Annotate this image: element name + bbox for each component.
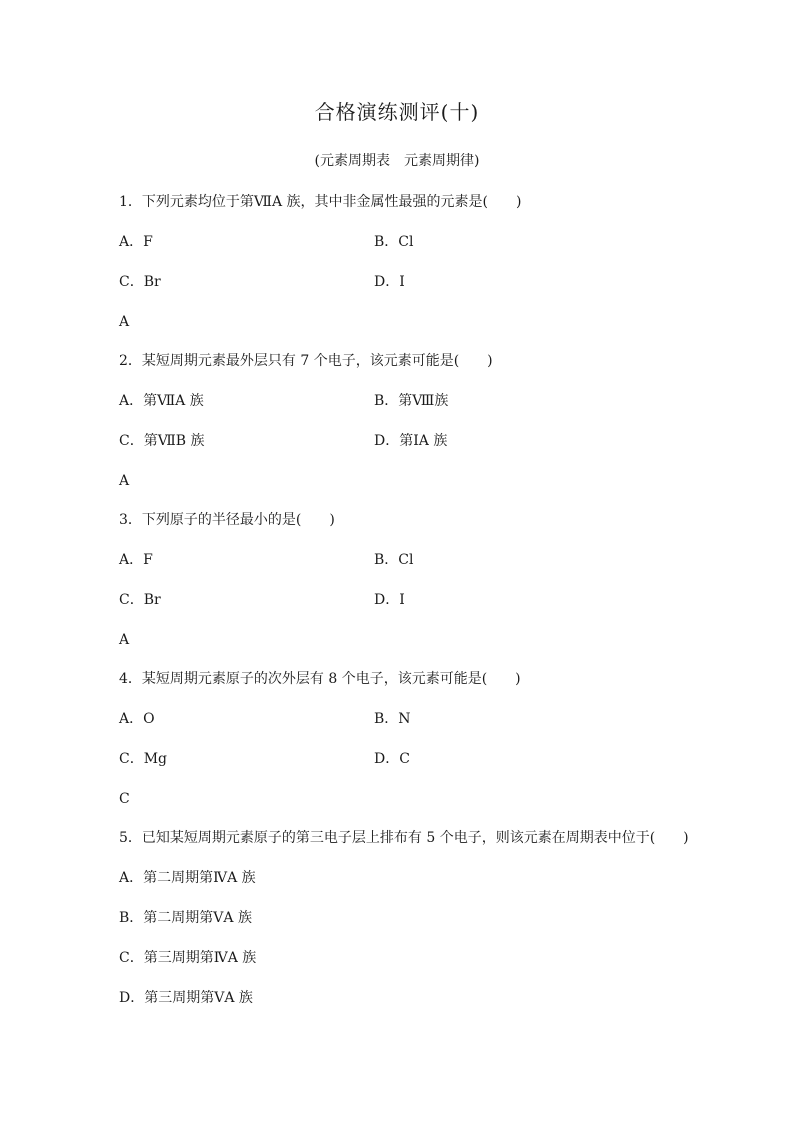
question-2-option-d: D．第ⅠA 族 (374, 433, 448, 449)
question-5-option-b: B．第二周期第ⅤA 族 (119, 910, 252, 926)
question-3-option-c: C．Br (119, 592, 161, 608)
question-1-option-d: D．I (374, 274, 405, 290)
question-5-stem: 5．已知某短周期元素原子的第三电子层上排布有 5 个电子，则该元素在周期表中位于( ) (119, 830, 689, 846)
question-4-answer: C (119, 791, 130, 807)
question-3-option-b: B．Cl (374, 552, 414, 568)
question-4-stem: 4．某短周期元素原子的次外层有 8 个电子，该元素可能是( ) (119, 671, 521, 687)
page-subtitle: (元素周期表 元素周期律) (314, 153, 480, 169)
question-5-option-d: D．第三周期第ⅤA 族 (119, 990, 253, 1006)
question-4-option-b: B．N (374, 711, 411, 727)
question-3-option-d: D．I (374, 592, 405, 608)
question-3-stem: 3．下列原子的半径最小的是( ) (119, 512, 335, 528)
question-1-option-a: A．F (119, 234, 153, 250)
question-1-answer: A (119, 314, 130, 330)
question-2-stem: 2．某短周期元素最外层只有 7 个电子，该元素可能是( ) (119, 353, 493, 369)
page-title: 合格演练测评(十) (314, 100, 480, 124)
question-1-option-b: B．Cl (374, 234, 414, 250)
question-4-option-d: D．C (374, 751, 410, 767)
question-2-option-a: A．第ⅦA 族 (119, 393, 204, 409)
question-4-option-a: A．O (119, 711, 155, 727)
question-3-option-a: A．F (119, 552, 153, 568)
question-3-answer: A (119, 632, 130, 648)
question-4-option-c: C．Mg (119, 751, 168, 767)
question-2-option-b: B．第Ⅷ族 (374, 393, 449, 409)
question-1-option-c: C．Br (119, 274, 161, 290)
question-2-option-c: C．第ⅦB 族 (119, 433, 205, 449)
question-1-stem: 1．下列元素均位于第ⅦA 族，其中非金属性最强的元素是( ) (119, 194, 522, 210)
question-5-option-a: A．第二周期第ⅣA 族 (119, 870, 256, 886)
question-5-option-c: C．第三周期第ⅣA 族 (119, 950, 257, 966)
question-2-answer: A (119, 473, 130, 489)
